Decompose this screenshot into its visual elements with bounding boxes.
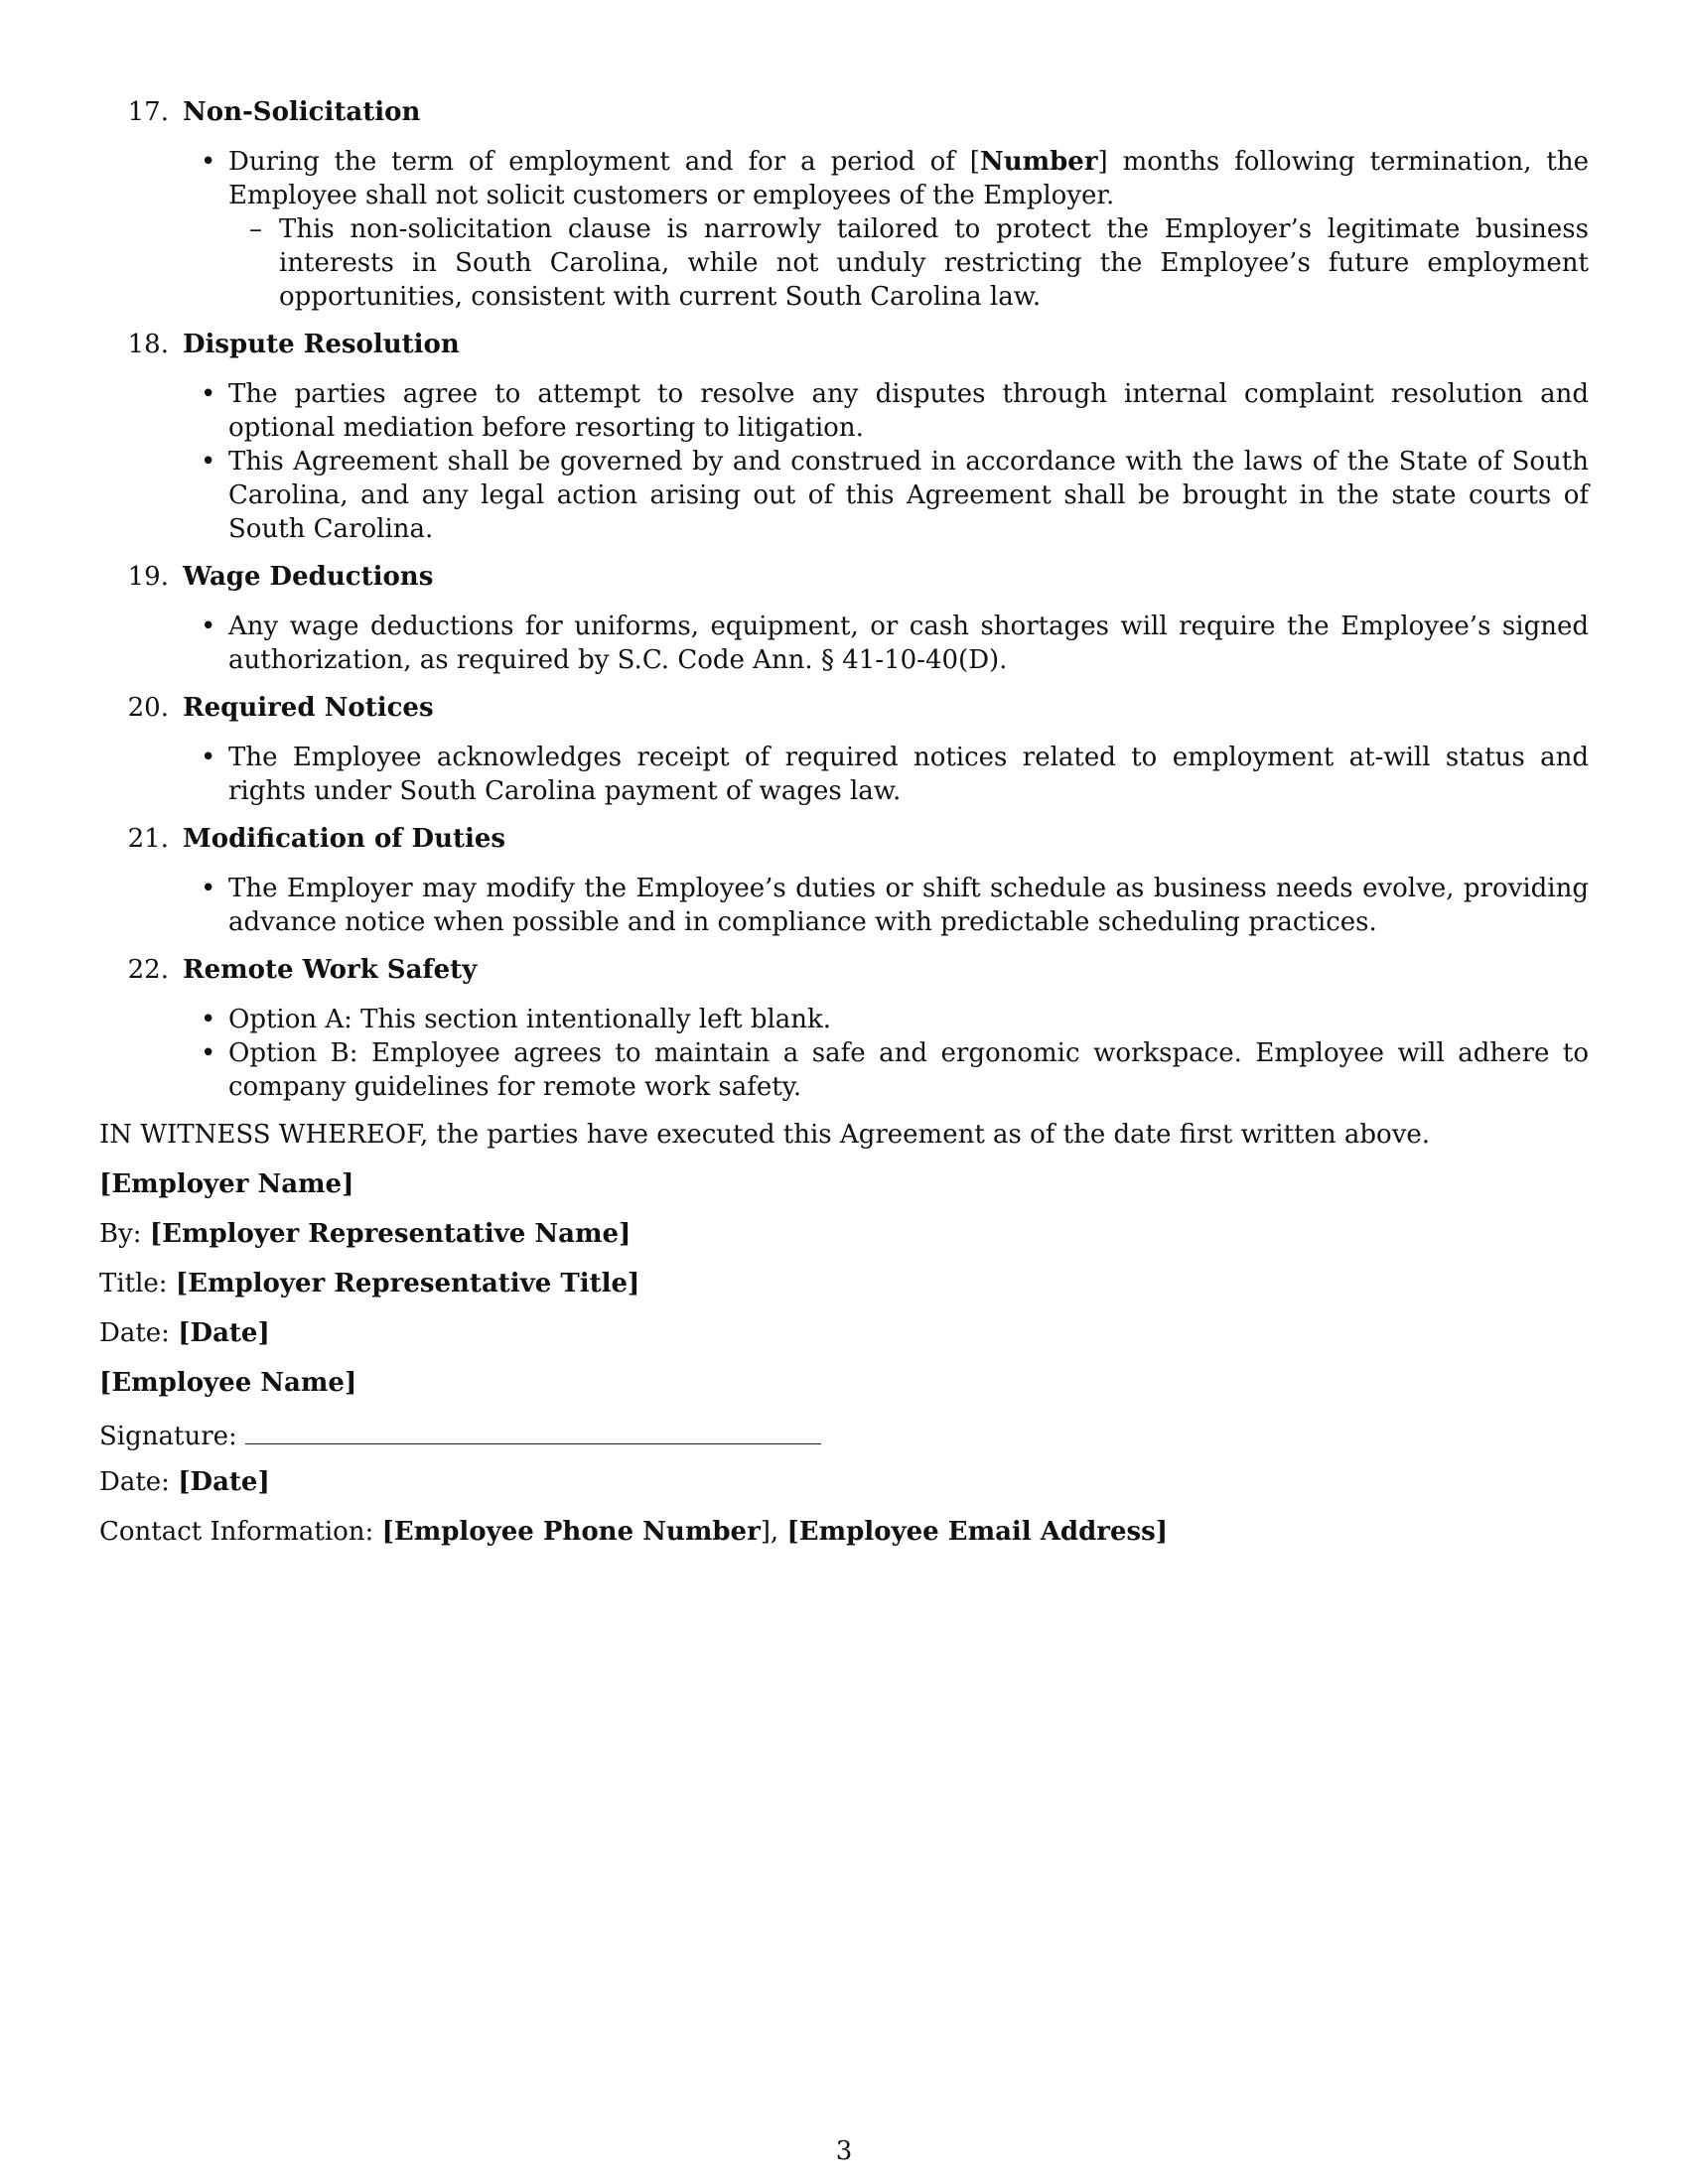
- bullet-icon: •: [201, 147, 216, 177]
- sub-list-item: [249, 212, 1589, 314]
- employer-name-line: [Employer Name]: [99, 1169, 354, 1199]
- bullet-text: ] months following termination, the Employee shall not solicit customers or employees of the Employer.: [228, 147, 1589, 210]
- date-placeholder: Date: [190, 1467, 258, 1497]
- bullet-icon: •: [201, 874, 216, 903]
- representative-name-placeholder: Employer Representative Name: [162, 1219, 620, 1249]
- phone-placeholder: Employee Phone Number: [393, 1517, 761, 1547]
- email-placeholder: Employee Email Address: [798, 1517, 1156, 1547]
- section-number: 17.: [127, 97, 169, 127]
- section-title: Wage Deductions: [183, 562, 434, 592]
- section-title: Remote Work Safety: [183, 955, 478, 985]
- bullet-list: [99, 145, 1589, 314]
- section-title: Modification of Duties: [183, 824, 506, 854]
- section-18: [99, 328, 1589, 546]
- bullet-icon: •: [201, 1038, 216, 1068]
- signature-label: Signature:: [99, 1422, 237, 1451]
- section-21: [99, 822, 1589, 939]
- contact-information-line: Contact Information: [Employee Phone Number], [Employee Email Address]: [99, 1517, 1169, 1547]
- section-number: 18.: [127, 330, 169, 359]
- section-title: Dispute Resolution: [183, 330, 460, 359]
- bullet-list: [99, 872, 1589, 939]
- bullet-text: Option B: Employee agrees to maintain a safe and ergonomic workspace. Employee will adhere to company guidelines for remote work safety.: [228, 1038, 1589, 1102]
- employer-name-placeholder: Employer Name: [111, 1169, 343, 1199]
- list-item: [201, 610, 1589, 677]
- employer-representative-line: By: [Employer Representative Name]: [99, 1219, 632, 1249]
- witness-statement: IN WITNESS WHEREOF, the parties have executed this Agreement as of the date first written above.: [99, 1120, 1431, 1150]
- section-heading: [99, 822, 1589, 856]
- employee-name-placeholder: Employee Name: [111, 1368, 345, 1398]
- document-page: [99, 95, 1589, 1565]
- employee-date-line: Date: [Date]: [99, 1467, 270, 1497]
- bullet-text: The Employee acknowledges receipt of required notices related to employment at-will status and rights under South Carolina payment of wages law.: [228, 743, 1589, 806]
- bullet-text-bold: Number: [979, 147, 1098, 177]
- signature-block: [99, 1118, 1589, 1549]
- employee-signature-line: [99, 1416, 1589, 1449]
- bullet-icon: •: [201, 743, 216, 772]
- list-item: [201, 145, 1589, 314]
- bullet-text: The Employer may modify the Employee’s duties or shift schedule as business needs evolve, providing advance notice when possible and in compliance with predictable scheduling practices.: [228, 874, 1589, 937]
- section-22: [99, 953, 1589, 1104]
- page-number: 3: [835, 2136, 853, 2166]
- dash-icon: –: [249, 214, 262, 244]
- sub-bullet-list: [228, 212, 1589, 314]
- sub-bullet-text: This non-solicitation clause is narrowly tailored to protect the Employer’s legitimate business interests in South Carolina, while not unduly restricting the Employee’s future employment opportunities, consistent with current South Carolina law.: [279, 214, 1589, 312]
- signature-blank-line: [245, 1416, 821, 1444]
- bullet-text: During the term of employment and for a period of [: [228, 147, 980, 177]
- section-heading: [99, 95, 1589, 129]
- employer-date-line: Date: [Date]: [99, 1318, 270, 1348]
- date-label: Date:: [99, 1318, 170, 1348]
- by-label: By:: [99, 1219, 142, 1249]
- list-item: [201, 377, 1589, 445]
- section-heading: [99, 560, 1589, 594]
- section-19: [99, 560, 1589, 677]
- list-item: [201, 1036, 1589, 1104]
- section-heading: [99, 328, 1589, 361]
- section-heading: [99, 953, 1589, 987]
- bullet-list: [99, 1003, 1589, 1104]
- employer-title-line: Title: [Employer Representative Title]: [99, 1269, 640, 1298]
- date-placeholder: Date: [190, 1318, 258, 1348]
- section-number: 21.: [127, 824, 169, 854]
- list-item: [201, 741, 1589, 808]
- list-item: [201, 1003, 1589, 1036]
- section-title: Required Notices: [183, 693, 434, 723]
- bullet-icon: •: [201, 612, 216, 641]
- contact-label: Contact Information:: [99, 1517, 374, 1547]
- bullet-icon: •: [201, 1005, 216, 1034]
- representative-title-placeholder: Employer Representative Title: [188, 1269, 629, 1298]
- bullet-icon: •: [201, 447, 216, 477]
- section-17: [99, 95, 1589, 314]
- bullet-text: The parties agree to attempt to resolve any disputes through internal complaint resolution and optional mediation before resorting to litigation.: [228, 379, 1589, 443]
- section-number: 19.: [127, 562, 169, 592]
- section-list: [99, 95, 1589, 1104]
- list-item: [201, 872, 1589, 939]
- section-heading: [99, 691, 1589, 725]
- section-title: Non-Solicitation: [183, 97, 421, 127]
- section-20: [99, 691, 1589, 808]
- bullet-list: [99, 377, 1589, 546]
- section-number: 20.: [127, 693, 169, 723]
- bullet-icon: •: [201, 379, 216, 409]
- bullet-text: Option A: This section intentionally left blank.: [228, 1005, 832, 1034]
- date-label: Date:: [99, 1467, 170, 1497]
- title-label: Title:: [99, 1269, 168, 1298]
- bullet-text: Any wage deductions for uniforms, equipment, or cash shortages will require the Employee’s signed authorization, as required by S.C. Code Ann. § 41-10-40(D).: [228, 612, 1589, 675]
- bullet-text: This Agreement shall be governed by and construed in accordance with the laws of the State of South Carolina, and any legal action arising out of this Agreement shall be brought in the state courts of South Carolina.: [228, 447, 1589, 544]
- employee-name-line: [Employee Name]: [99, 1368, 357, 1398]
- section-number: 22.: [127, 955, 169, 985]
- list-item: [201, 445, 1589, 546]
- bullet-list: [99, 741, 1589, 808]
- bullet-list: [99, 610, 1589, 677]
